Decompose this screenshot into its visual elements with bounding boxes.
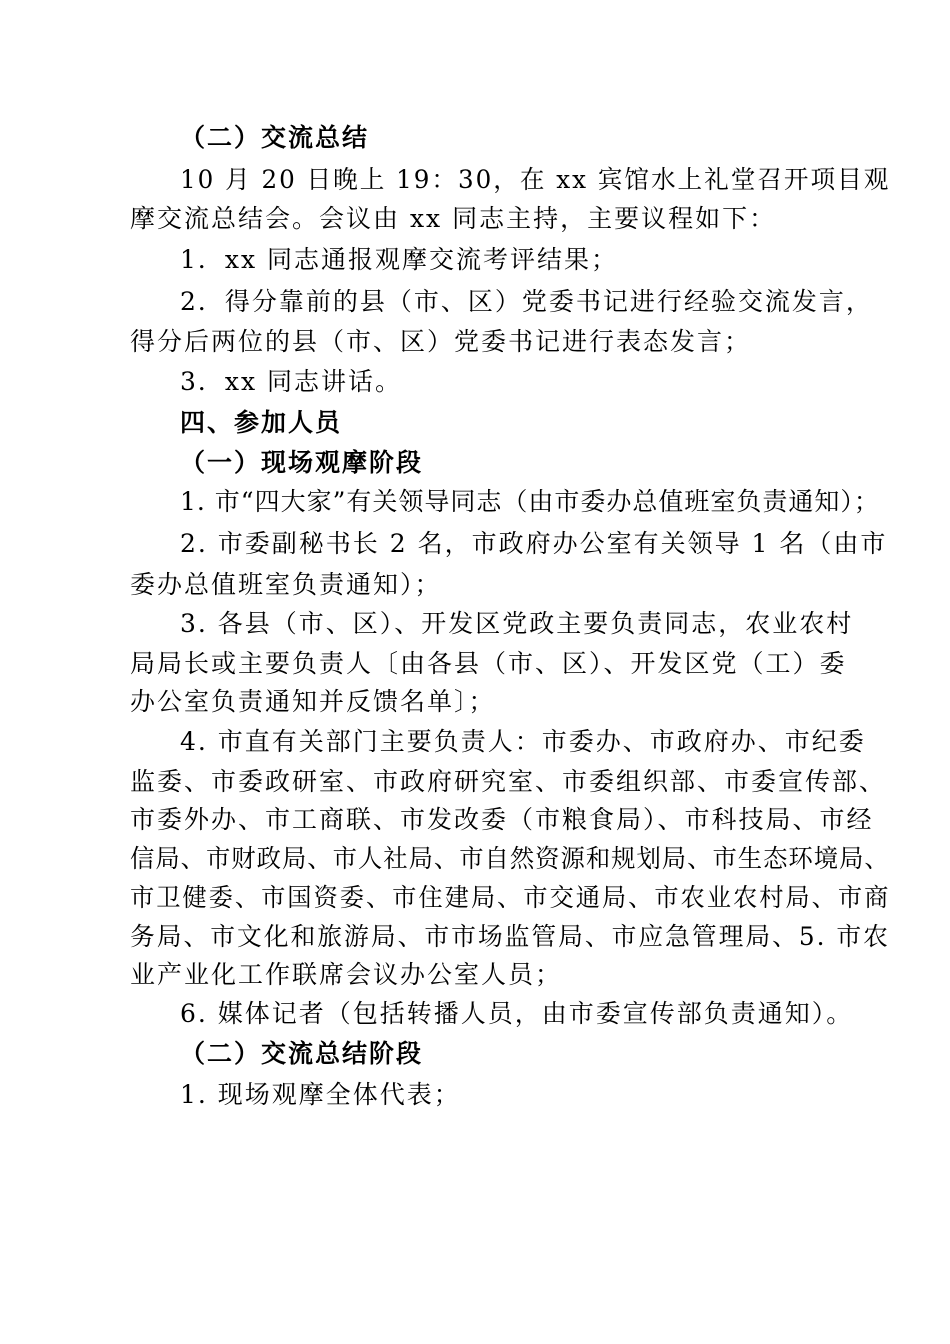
paragraph-line: 市卫健委、市国资委、市住建局、市交通局、市农业农村局、市商 (130, 883, 891, 912)
paragraph-line: 务局、市文化和旅游局、市市场监管局、市应急管理局、5. 市农 (130, 922, 890, 951)
list-item: 3. 各县（市、区）、开发区党政主要负责同志，农业农村 (180, 609, 854, 638)
section-heading-participants: 四、参加人员 (180, 408, 343, 437)
list-item: 3．xx 同志讲话。 (180, 367, 403, 396)
paragraph-line: 得分后两位的县（市、区）党委书记进行表态发言； (130, 327, 752, 356)
list-item: 4. 市直有关部门主要负责人：市委办、市政府办、市纪委 (180, 727, 866, 756)
paragraph-line: 10 月 20 日晚上 19：30，在 xx 宾馆水上礼堂召开项目观 (180, 165, 891, 194)
paragraph-line: 市委外办、市工商联、市发改委（市粮食局）、市科技局、市经 (130, 805, 874, 834)
paragraph-line: 局局长或主要负责人〔由各县（市、区）、开发区党（工）委 (130, 649, 847, 678)
subheading-exchange-summary: （二）交流总结 (180, 123, 370, 152)
list-item: 1. 现场观摩全体代表； (180, 1080, 461, 1109)
list-item: 6. 媒体记者（包括转播人员，由市委宣传部负责通知）。 (180, 999, 854, 1028)
paragraph-line: 监委、市委政研室、市政府研究室、市委组织部、市委宣传部、 (130, 767, 887, 796)
paragraph-line: 办公室负责通知并反馈名单〕； (130, 687, 496, 716)
list-item: 1. 市“四大家”有关领导同志（由市委办总值班室负责通知）； (180, 487, 880, 516)
list-item: 2．得分靠前的县（市、区）党委书记进行经验交流发言， (180, 287, 873, 316)
subheading-onsite-stage: （一）现场观摩阶段 (180, 448, 424, 477)
paragraph-line: 摩交流总结会。会议由 xx 同志主持，主要议程如下： (130, 204, 777, 233)
paragraph-line: 委办总值班室负责通知）； (130, 570, 442, 599)
subheading-summary-stage: （二）交流总结阶段 (180, 1039, 424, 1068)
list-item: 1．xx 同志通报观摩交流考评结果； (180, 245, 619, 274)
paragraph-line: 业产业化工作联席会议办公室人员； (130, 960, 563, 989)
paragraph-line: 信局、市财政局、市人社局、市自然资源和规划局、市生态环境局、 (130, 844, 890, 873)
list-item: 2. 市委副秘书长 2 名，市政府办公室有关领导 1 名（由市 (180, 529, 888, 558)
